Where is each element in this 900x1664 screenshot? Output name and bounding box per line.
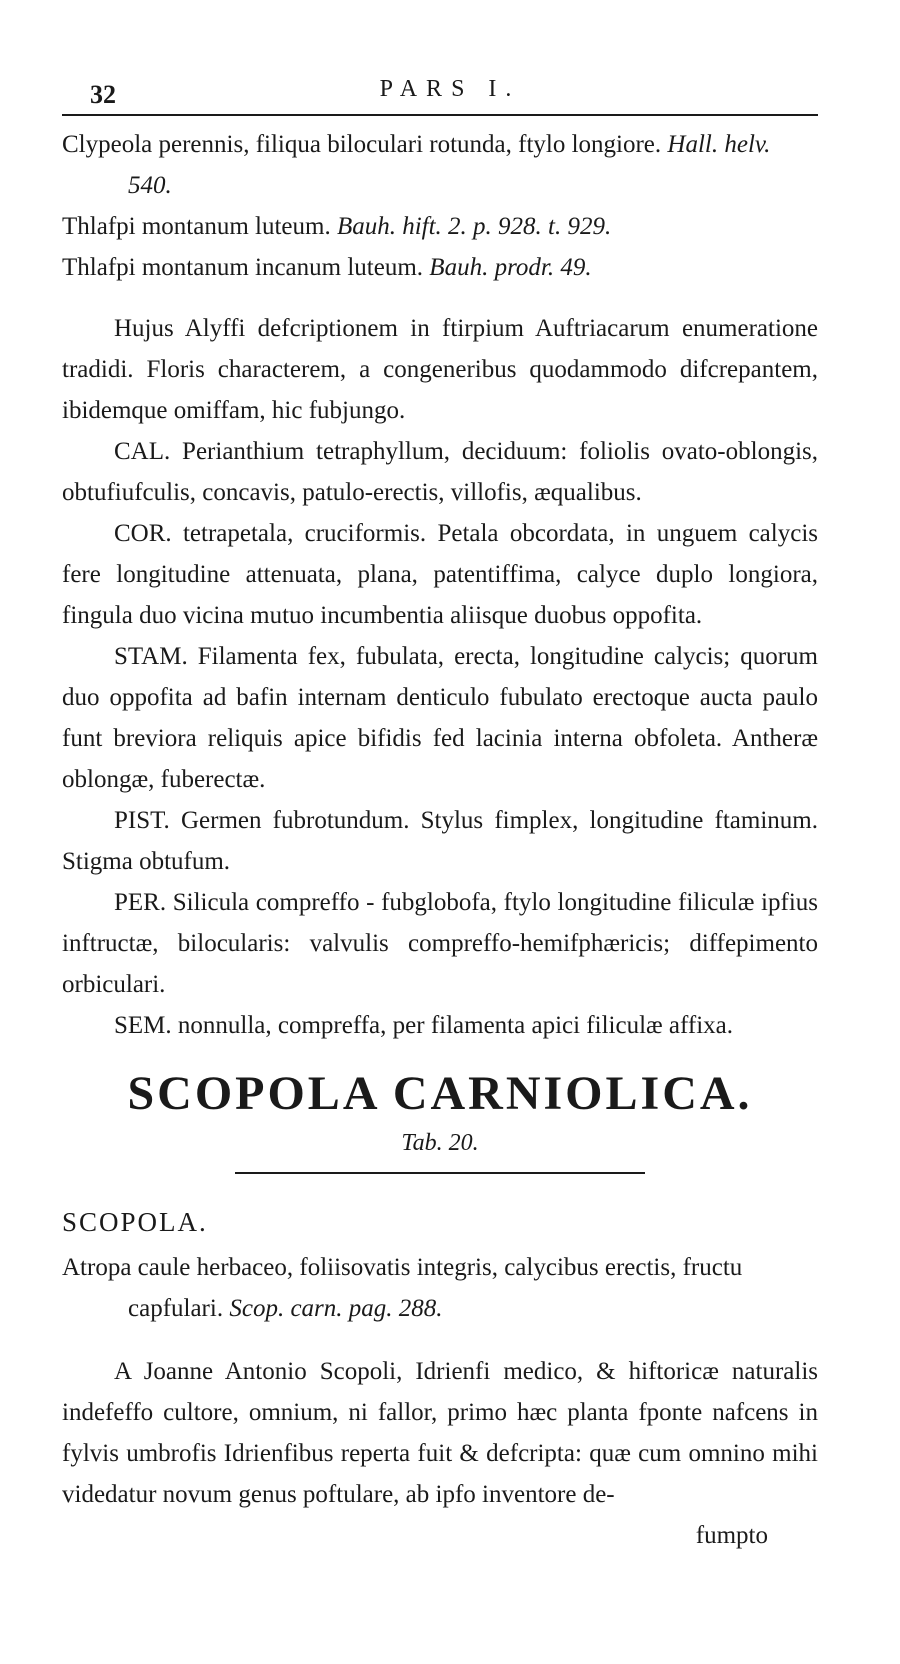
page-body — [62, 124, 818, 1556]
synonym-text: Clypeola perennis, filiqua biloculari rotunda, ftylo longiore. — [62, 131, 662, 158]
corolla-paragraph — [62, 513, 818, 636]
paragraph-text: nonnulla, compreffa, per filamenta apici filiculæ affixa. — [177, 1012, 734, 1039]
running-title: PARS I. — [379, 76, 521, 102]
paragraph-text: Germen fubrotundum. Stylus fimplex, longitudine ftaminum. Stigma obtufum. — [62, 807, 818, 875]
page-number: 32 — [90, 80, 116, 109]
section-title: SCOPOLA CARNIOLICA. — [127, 1067, 753, 1120]
paragraph-text: Hujus Alyffi defcriptionem in ftirpium Auftriacarum enumeratione tradidi. Floris characterem, a congeneribus quodammodo difcrepantem, ibidemque omiffam, hic fubjungo. — [62, 315, 818, 424]
paragraph-text: Filamenta fex, fubulata, erecta, longitudine calycis; quorum duo oppofita ad bafin internam denticulo fubulato erectoque aucta paulo funt breviora reliquis apice bifidis fed lacinia interna obfoleta. Antheræ oblongæ, fuberectæ. — [62, 643, 819, 793]
history-paragraph: A Joanne Antonio Scopoli, Idrienfi medico, & hiftoricæ naturalis indefeffo cultore, omnium, ni fallor, primo hæc planta fponte nafcens in fylvis umbrofis Idrienfibus reperta fuit & defcripta: quæ cum omnino mihi videdatur novum genus poftulare, ab ipfo inventore de- — [62, 1358, 818, 1508]
description-reference: Scop. carn. pag. 288. — [229, 1295, 443, 1322]
page-header — [0, 72, 900, 112]
header-rule — [62, 114, 818, 116]
paragraph-text: Perianthium tetraphyllum, deciduum: foliolis ovato-oblongis, obtufiufculis, concavis, patulo-erectis, villofis, æqualibus. — [62, 438, 819, 506]
synonym-reference: Bauh. hift. 2. p. 928. t. 929. — [336, 213, 612, 240]
paragraph-label: PIST. — [114, 807, 170, 834]
genus-description — [62, 1247, 818, 1329]
stamen-paragraph — [62, 636, 818, 800]
paragraph-label: PER. — [114, 889, 167, 916]
synonym-entry — [62, 206, 818, 247]
paragraph-label: STAM. — [114, 643, 188, 670]
synonym-text: Thlafpi montanum luteum. — [62, 213, 331, 240]
calyx-paragraph — [62, 431, 818, 513]
pistil-paragraph — [62, 800, 818, 882]
paragraph-text: Silicula compreffo - fubglobofa, ftylo longitudine filiculæ ipfius inftructæ, bilocularis: valvulis compreffo-hemifphæricis; diffepimento orbiculari. — [62, 889, 819, 998]
synonym-entry — [62, 124, 818, 206]
synonym-entry — [62, 247, 818, 288]
synonym-reference: Hall. helv. 540. — [128, 131, 771, 199]
genus-heading: SCOPOLA. — [62, 1207, 208, 1237]
plate-reference: Tab. 20. — [401, 1130, 479, 1156]
description-text: Atropa caule herbaceo, foliisovatis integris, calycibus erectis, fructu capfulari. — [62, 1254, 743, 1322]
synonym-reference: Bauh. prodr. 49. — [429, 254, 592, 281]
synonym-text: Thlafpi montanum incanum luteum. — [62, 254, 424, 281]
paragraph-label: CAL. — [114, 438, 171, 465]
paragraph-text: tetrapetala, cruciformis. Petala obcordata, in unguem calycis fere longitudine attenuata, plana, patentiffima, calyce duplo longiora, fingula duo vicina mutuo incumbentia aliisque duobus oppofita. — [62, 520, 819, 629]
seed-paragraph — [62, 1005, 818, 1046]
intro-paragraph — [62, 308, 818, 431]
catchword: fumpto — [695, 1522, 768, 1549]
section-rule — [235, 1172, 645, 1174]
pericarp-paragraph — [62, 882, 818, 1005]
paragraph-label: SEM. — [114, 1012, 172, 1039]
paragraph-label: COR. — [114, 520, 172, 547]
